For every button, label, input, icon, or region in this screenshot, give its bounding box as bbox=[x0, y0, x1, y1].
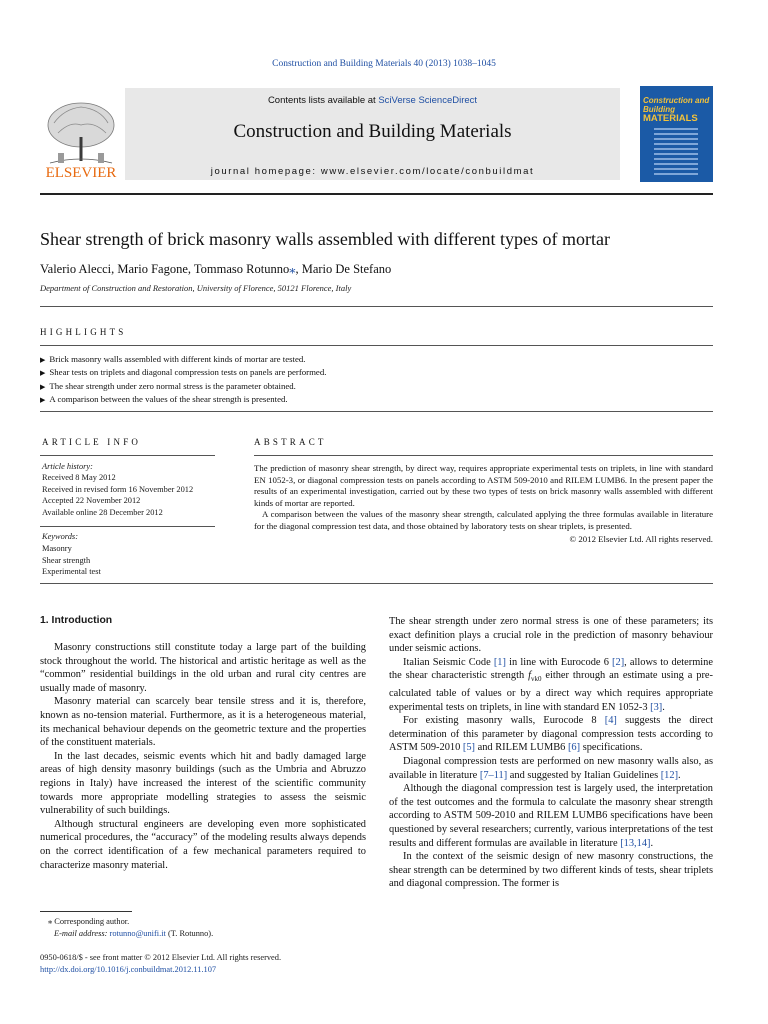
citation-link[interactable]: [4] bbox=[604, 715, 617, 727]
article-title: Shear strength of brick masonry walls assembled with different types of mortar bbox=[40, 229, 611, 249]
article-history bbox=[42, 472, 193, 518]
author-list bbox=[40, 261, 391, 277]
keyword: Masonry bbox=[42, 544, 72, 553]
abstract-copyright: © 2012 Elsevier Ltd. All rights reserved. bbox=[569, 534, 713, 544]
highlight-item: ▶ Shear tests on triplets and diagonal compression tests on panels are performed. bbox=[40, 366, 713, 379]
divider bbox=[40, 345, 713, 346]
history-received: Received 8 May 2012 bbox=[42, 473, 116, 482]
history-accepted: Accepted 22 November 2012 bbox=[42, 496, 141, 505]
body-paragraph: Although the diagonal compression test is largely used, the interpretation of the test outcomes and the formula to calculate the masonry shear strength according to ASTM 509-2010 and RILEM LUMB6 specifications have been questioned by several researchers; currently, various interpretations of the test results and different formulas are available in literature [13,14]. bbox=[389, 783, 713, 849]
doi-link[interactable]: http://dx.doi.org/10.1016/j.conbuildmat.2012.11.107 bbox=[40, 965, 217, 974]
abstract-heading: ABSTRACT bbox=[254, 437, 327, 447]
highlight-item: ▶ A comparison between the values of the shear strength is presented. bbox=[40, 393, 713, 406]
section-heading: 1. Introduction bbox=[40, 615, 113, 626]
body-paragraph: In the context of the seismic design of new masonry constructions, the shear strength can be determined by two different kinds of tests, shear triplets and diagonal compression. The former is bbox=[389, 851, 713, 890]
footnote-divider bbox=[40, 911, 132, 912]
authors-tail: , Mario De Stefano bbox=[295, 262, 392, 276]
citation-link[interactable]: [2] bbox=[612, 656, 625, 668]
journal-cover-image bbox=[640, 86, 713, 182]
divider bbox=[40, 526, 215, 527]
journal-homepage[interactable]: journal homepage: www.elsevier.com/locate/conbuildmat bbox=[210, 166, 535, 177]
abstract-body bbox=[254, 463, 713, 546]
abstract-paragraph: The prediction of masonry shear strength, by direct way, requires appropriate experimental tests on triplets, in line with standard EN 1052-3, or diagonal compression tests on panels according to ASTM 509-2010 and RILEM LUMB6. In the present paper the results of an experimental investigation, carried out by these two types of tests on brick masonry walls assembled with different kinds of mortar are reported. bbox=[254, 463, 713, 508]
citation-link[interactable]: [3] bbox=[650, 701, 663, 713]
corresponding-author-marker[interactable]: ⁎ bbox=[289, 262, 296, 276]
journal-citation[interactable]: Construction and Building Materials 40 (2013) 1038–1045 bbox=[272, 59, 496, 69]
divider bbox=[40, 455, 215, 456]
body-paragraph: In the last decades, seismic events which hit and badly damaged large areas of high density masonry buildings (such as the Umbria and Abruzzo regions in Italy) have increased the interest of the scientific community towards more appropriate modelling strategies to assess the seismic vulnerability of such buildings. bbox=[40, 750, 366, 817]
article-info-heading: ARTICLE INFO bbox=[42, 437, 142, 447]
highlight-item: ▶ Brick masonry walls assembled with different kinds of mortar are tested. bbox=[40, 353, 713, 366]
journal-title: Construction and Building Materials bbox=[233, 121, 512, 142]
contents-line bbox=[125, 95, 620, 106]
issn-block bbox=[40, 952, 281, 976]
authors-text: Valerio Alecci, Mario Fagone, Tommaso Rotunno bbox=[40, 262, 290, 276]
body-paragraph: Masonry material can scarcely bear tensile stress and it is, therefore, known as no-tension material. Furthermore, as it is a heterogeneous material, its mechanical behaviour depends on the geometric texture and the properties of the constituent materials. bbox=[40, 696, 366, 749]
highlight-item: ▶ The shear strength under zero normal stress is the parameter obtained. bbox=[40, 380, 713, 393]
footnote bbox=[40, 916, 213, 940]
history-revised: Received in revised form 16 November 2012 bbox=[42, 484, 194, 494]
citation-link[interactable]: [12] bbox=[660, 769, 679, 781]
keywords-list bbox=[42, 543, 101, 578]
body-column-left bbox=[40, 641, 366, 872]
divider bbox=[40, 411, 713, 412]
body-paragraph: Although structural engineers are developing even more sophisticated numerical procedures, the “accuracy” of the modeling results always depends on the correct identification of a few mechanical parameters required to characterize masonry material. bbox=[40, 818, 366, 871]
citation-link[interactable]: [6] bbox=[567, 742, 581, 754]
article-history-label: Article history: bbox=[42, 462, 93, 471]
history-online: Available online 28 December 2012 bbox=[42, 507, 163, 517]
header-divider bbox=[40, 193, 713, 195]
body-paragraph: Diagonal compression tests are performed on new masonry walls also, as available in literature [7–11] and suggested by Italian Guidelines [12]. bbox=[389, 756, 713, 781]
journal-header-band bbox=[125, 88, 620, 180]
highlights-heading: HIGHLIGHTS bbox=[40, 327, 127, 337]
body-column-right bbox=[389, 615, 713, 891]
cover-subtitle: MATERIALS bbox=[643, 113, 698, 124]
body-paragraph: For existing masonry walls, Eurocode 8 [4] suggests the direct determination of this parameter by diagonal compression tests according to ASTM 509-2010 [5] and RILEM LUMB6 [6] specifications. bbox=[389, 715, 714, 754]
sciencedirect-link[interactable]: SciVerse ScienceDirect bbox=[378, 95, 478, 106]
citation-link[interactable]: [13,14] bbox=[620, 837, 651, 849]
body-paragraph: Masonry constructions still constitute today a large part of the building stock throughout the world. The historical and artistic heritage as well as the “common” residential buildings in the old urban and rural city centres are usually made of masonry. bbox=[40, 642, 366, 694]
elsevier-wordmark: ELSEVIER bbox=[45, 165, 117, 181]
cover-decoration bbox=[654, 128, 698, 178]
highlights-list bbox=[40, 353, 713, 406]
elsevier-logo bbox=[40, 95, 122, 181]
citation-link[interactable]: [1] bbox=[493, 656, 506, 668]
body-paragraph: Italian Seismic Code [1] in line with Eurocode 6 [2], allows to determine the shear characteristic strength $f_{vk0}$ either through an estimate using a pre-calculated table of values or by a direct way which requires appropriate experimental tests on triplets, in line with standard EN 1052-3 [3]. bbox=[389, 656, 713, 713]
corresponding-author-note: ⁎ Corresponding author. bbox=[48, 917, 130, 926]
cover-title-text: Construction and Building bbox=[643, 96, 710, 114]
divider bbox=[40, 583, 713, 584]
keyword: Experimental test bbox=[42, 567, 101, 576]
citation-link[interactable]: [5] bbox=[462, 742, 476, 754]
divider bbox=[254, 455, 713, 456]
citation-link[interactable]: [7–11] bbox=[479, 769, 508, 781]
keyword: Shear strength bbox=[42, 555, 91, 565]
abstract-paragraph: A comparison between the values of the masonry shear strength, calculated applying the three formulas available in literature for the diagonal compression test data, and those obtained by laboratory tests on shear triplets, is presented. bbox=[254, 509, 713, 531]
keywords-label: Keywords: bbox=[42, 532, 78, 541]
affiliation: Department of Construction and Restoration, University of Florence, 50121 Florence, Italy bbox=[40, 283, 352, 293]
contents-prefix: Contents lists available at bbox=[267, 95, 379, 106]
email-line: E-mail address: rotunno@unifi.it (T. Rotunno). bbox=[54, 929, 214, 938]
email-link[interactable]: rotunno@unifi.it bbox=[109, 929, 166, 938]
body-paragraph: The shear strength under zero normal stress is one of these parameters; its exact definition plays a crucial role in the prediction of masonry behaviour under seismic actions. bbox=[389, 616, 713, 655]
issn-line: 0950-0618/$ - see front matter © 2012 Elsevier Ltd. All rights reserved. bbox=[40, 953, 282, 962]
cover-title bbox=[643, 96, 710, 123]
divider bbox=[40, 306, 713, 307]
